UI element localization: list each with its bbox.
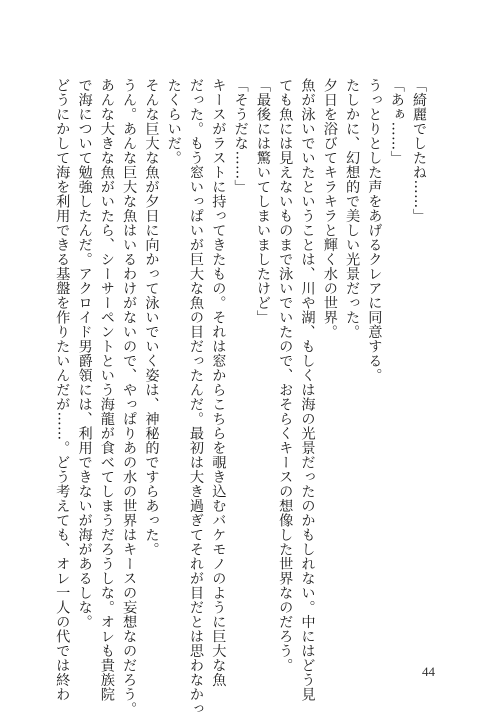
text-line-4: たしかに、幻想的で美しい光景だった。	[344, 78, 361, 339]
text-line-6: 魚が泳いでいたということは、川や湖、もしくは海の光景だったのかもしれない。中にはどう見	[299, 78, 316, 702]
text-line-16: で海について勉強したんだ。アクロイド男爵領には、利用できないが海があるしな。	[76, 78, 93, 629]
text-line-8: 「最後には驚いてしまいましたけど」	[254, 78, 271, 325]
text-line-15: あんな大きな魚がいたら、シーサーペントという海龍が食べてしまうだろうしな。オレも貴族院	[98, 78, 115, 702]
text-line-1: 「綺麗でしたね……」	[411, 78, 427, 223]
text-line-14: うん。あんな巨大な魚はいるわけがないので、やっぱりあの水の世界はキースの妄想なのだろう。	[121, 78, 138, 716]
page-number: 44	[422, 664, 435, 679]
text-line-10: キースがラストに持ってきたもの。それは窓からこちらを覗き込むバケモノのように巨大な魚	[210, 78, 227, 687]
text-line-12: たくらいだ。	[165, 78, 182, 165]
text-line-3: うっとりとした声をあげるクレアに同意する。	[366, 78, 383, 383]
text-line-13: そんな巨大な魚が夕日に向かって泳いでいく姿は、神秘的ですらあった。	[143, 78, 160, 557]
text-line-7: ても魚には見えないものまで泳いでいたので、おそらくキースの想像した世界なのだろう。	[277, 78, 294, 673]
text-line-17: どうにかして海を利用できる基盤を作りたいんだが……。どう考えても、オレ一人の代では終わ	[54, 78, 71, 702]
text-line-2: 「あぁ……」	[388, 78, 405, 165]
text-line-9: 「そうだな……」	[232, 78, 249, 194]
text-line-5: 夕日を浴びてキラキラと輝く水の世界。	[321, 78, 338, 339]
text-line-11: だった。もう窓いっぱいが巨大な魚の目だったんだ。最初は大き過ぎてそれが目だとは思わなかっ	[188, 78, 205, 716]
